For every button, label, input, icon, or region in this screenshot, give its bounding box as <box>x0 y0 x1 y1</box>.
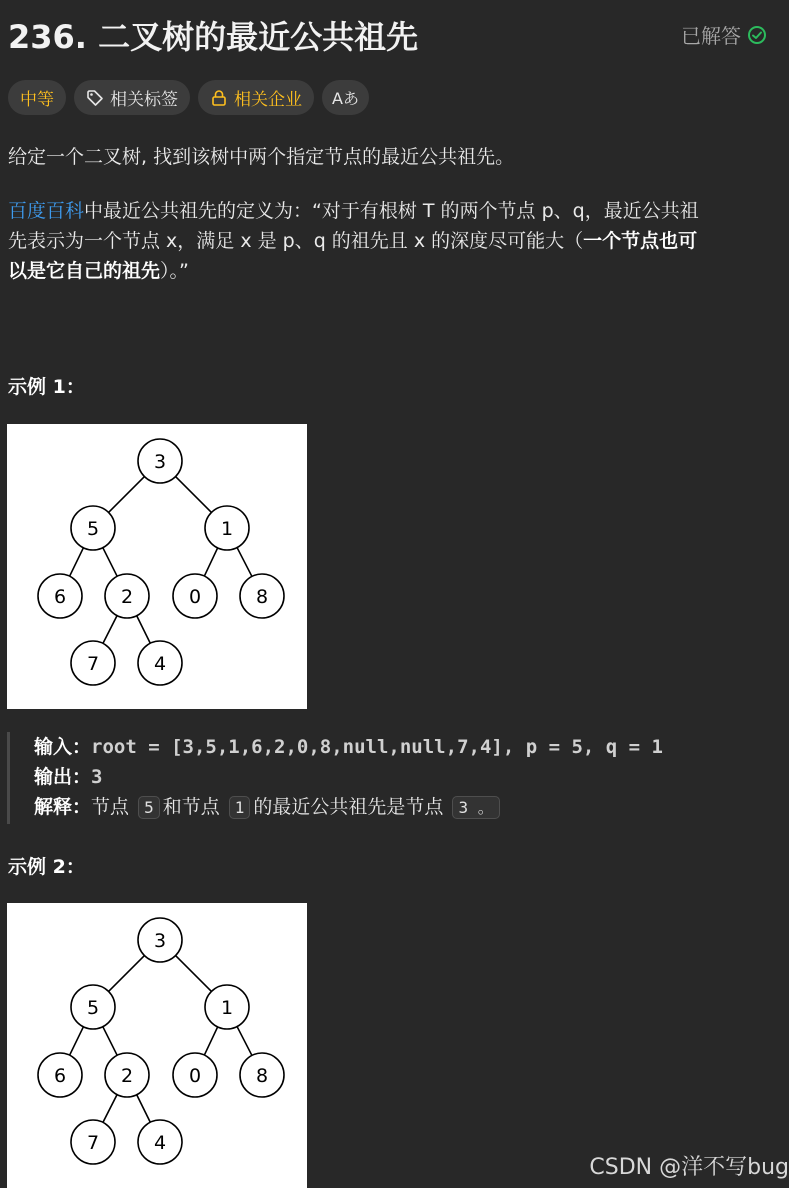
difficulty-badge[interactable] <box>8 80 66 115</box>
inline-code: 3 。 <box>452 796 499 819</box>
tree-node-label: 6 <box>53 586 67 608</box>
tree-edge <box>237 548 252 577</box>
tree-edge <box>103 616 117 644</box>
related-tags-button[interactable] <box>74 80 190 115</box>
tree-node-label: 2 <box>120 1065 134 1087</box>
tree-node-label: 8 <box>255 586 269 608</box>
tree-node-label: 5 <box>86 997 100 1019</box>
tree-edge <box>137 616 151 644</box>
lock-icon <box>210 89 228 107</box>
related-tags-label: 相关标签 <box>110 90 178 110</box>
tag-bar <box>8 80 369 115</box>
difficulty-label: 中等 <box>20 90 54 110</box>
solved-status <box>681 20 767 49</box>
tree-edge <box>204 548 217 576</box>
tree-node-label: 4 <box>153 653 167 675</box>
example-1-heading: 示例 1： <box>8 376 85 398</box>
tree-edge <box>103 1095 117 1123</box>
tree-node-label: 0 <box>188 1065 202 1087</box>
tree-edge <box>109 477 145 513</box>
tree-node-label: 3 <box>153 451 167 473</box>
tree-node-label: 1 <box>220 518 234 540</box>
tree-edge <box>103 548 117 577</box>
example-2-tree-image <box>7 903 307 1188</box>
tree-node-label: 4 <box>153 1132 167 1154</box>
tag-icon <box>86 89 104 107</box>
related-companies-button[interactable] <box>198 80 314 115</box>
tree-edge <box>103 1027 117 1056</box>
example-2-heading: 示例 2： <box>8 856 85 878</box>
tree-edge <box>176 477 212 513</box>
tree-edge <box>204 1027 217 1055</box>
tree-edge <box>137 1095 151 1123</box>
tree-edge <box>70 1027 84 1055</box>
tree-edge <box>109 956 145 992</box>
watermark: CSDN @洋不写bug <box>589 1155 789 1180</box>
baidu-baike-link[interactable]: 百度百科 <box>8 200 85 222</box>
check-circle-icon <box>747 25 767 45</box>
related-companies-label: 相关企业 <box>234 90 302 110</box>
tree-node-label: 6 <box>53 1065 67 1087</box>
problem-intro: 给定一个二叉树, 找到该树中两个指定节点的最近公共祖先。 <box>8 146 515 168</box>
tree-node-label: 8 <box>255 1065 269 1087</box>
input-line: 输入：root = [3,5,1,6,2,0,8,null,null,7,4], p = 5, q = 1 <box>34 736 663 758</box>
translate-icon: Aあ <box>332 89 359 108</box>
output-value: 3 <box>91 766 103 788</box>
tree-node-label: 7 <box>86 1132 100 1154</box>
tree-node-label: 3 <box>153 930 167 952</box>
tree-edge <box>237 1027 252 1056</box>
inline-code: 5 <box>138 796 160 819</box>
inline-code: 1 <box>229 796 251 819</box>
tree-edge <box>176 956 212 992</box>
example-1-tree-image <box>7 424 307 709</box>
tree-edge <box>70 548 84 576</box>
explanation-line: 解释：节点 5 和节点 1 的最近公共祖先是节点 3 。 <box>34 792 767 822</box>
tree-node-label: 0 <box>188 586 202 608</box>
tree-node-label: 1 <box>220 997 234 1019</box>
example-1-io <box>7 732 767 824</box>
tree-node-label: 2 <box>120 586 134 608</box>
translate-button[interactable] <box>322 80 369 115</box>
problem-title: 236. 二叉树的最近公共祖先 <box>8 18 419 56</box>
problem-definition: 百度百科中最近公共祖先的定义为：“对于有根树 T 的两个节点 p、q，最近公共祖 先表示为一个节点 x，满足 x 是 p、q 的祖先且 x 的深度尽可能大（一个节点也可 以是它自己的祖先）。” <box>8 200 699 282</box>
output-line: 输出：3 <box>34 766 103 788</box>
tree-node-label: 5 <box>86 518 100 540</box>
tree-node-label: 7 <box>86 653 100 675</box>
solved-label: 已解答 <box>681 24 741 48</box>
input-value: root = [3,5,1,6,2,0,8,null,null,7,4], p = 5, q = 1 <box>91 736 663 758</box>
